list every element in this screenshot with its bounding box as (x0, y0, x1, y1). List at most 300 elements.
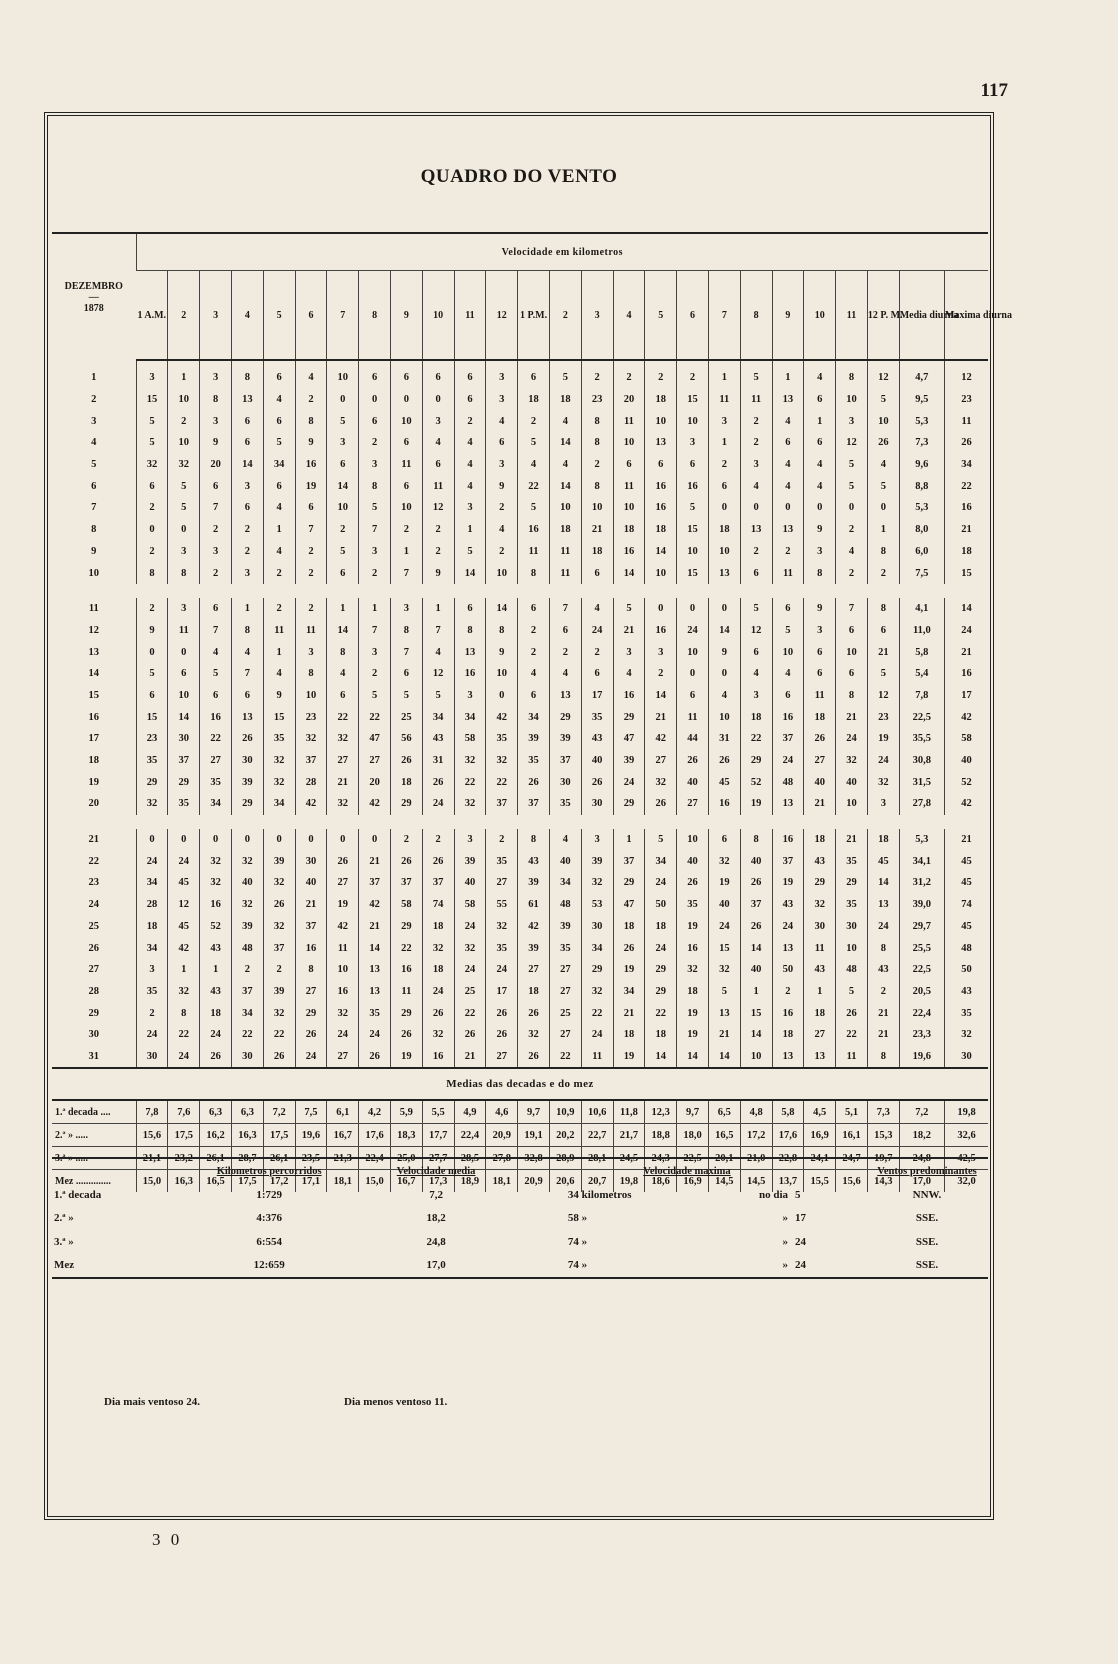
value-cell: 37 (359, 872, 391, 894)
value-cell: 4 (263, 497, 295, 519)
value-cell: 1 (708, 360, 740, 389)
value-cell: 11 (740, 389, 772, 411)
value-cell: 32 (454, 750, 486, 772)
value-cell: 32 (486, 916, 518, 938)
value-cell: 40 (836, 771, 868, 793)
value-cell: 22 (390, 937, 422, 959)
table-row (52, 432, 988, 454)
value-cell: 21 (359, 916, 391, 938)
value-cell: 10 (836, 937, 868, 959)
value-cell: 1 (804, 410, 836, 432)
value-cell: 6 (772, 685, 804, 707)
value-cell: 15 (263, 706, 295, 728)
value-cell: 32 (645, 771, 677, 793)
value-cell: 16 (772, 1002, 804, 1024)
average-value: 24,3 (645, 1147, 677, 1170)
value-cell: 26 (422, 850, 454, 872)
value-cell: 37 (613, 850, 645, 872)
value-cell: 8 (836, 685, 868, 707)
value-cell: 44 (677, 728, 709, 750)
summary-header-media: Velocidade media (396, 1165, 476, 1177)
average-value: 11,8 (613, 1100, 645, 1124)
average-maxima: 32,0 (945, 1170, 989, 1193)
summary-label: 2.ª » (54, 1212, 74, 1225)
value-cell: 3 (677, 432, 709, 454)
table-row (52, 641, 988, 663)
maxima-cell: 17 (945, 685, 989, 707)
value-cell: 32 (422, 937, 454, 959)
value-cell: 3 (168, 598, 200, 620)
value-cell: 35 (136, 981, 168, 1003)
hour-header: 8 (359, 271, 391, 361)
average-value: 28,9 (549, 1147, 581, 1170)
value-cell: 37 (518, 793, 550, 815)
value-cell: 4 (740, 475, 772, 497)
value-cell: 24 (581, 620, 613, 642)
value-cell: 48 (549, 894, 581, 916)
hour-header: 9 (390, 271, 422, 361)
maxima-cell: 45 (945, 916, 989, 938)
value-cell: 31 (708, 728, 740, 750)
maxima-cell: 45 (945, 850, 989, 872)
value-cell: 8 (295, 959, 327, 981)
value-cell: 14 (454, 562, 486, 584)
value-cell: 16 (454, 663, 486, 685)
value-cell: 29 (390, 916, 422, 938)
value-cell: 5 (359, 685, 391, 707)
value-cell: 6 (263, 475, 295, 497)
value-cell: 4 (422, 641, 454, 663)
value-cell: 13 (708, 1002, 740, 1024)
value-cell: 35 (549, 793, 581, 815)
value-cell: 23 (867, 706, 899, 728)
average-label: 2.ª » ..... (52, 1124, 136, 1147)
average-value: 17,7 (422, 1124, 454, 1147)
value-cell: 21 (613, 620, 645, 642)
hour-header: 3 (200, 271, 232, 361)
value-cell: 11 (677, 706, 709, 728)
value-cell: 10 (327, 360, 359, 389)
media-cell: 34,1 (899, 850, 944, 872)
value-cell: 6 (454, 598, 486, 620)
value-cell: 26 (708, 750, 740, 772)
value-cell: 39 (518, 937, 550, 959)
average-value: 21,3 (327, 1147, 359, 1170)
value-cell: 29 (645, 959, 677, 981)
value-cell: 5 (136, 663, 168, 685)
table-row (52, 916, 988, 938)
value-cell: 39 (454, 850, 486, 872)
value-cell: 2 (390, 829, 422, 851)
value-cell: 1 (390, 541, 422, 563)
value-cell: 10 (581, 497, 613, 519)
summary-dia: 5 (795, 1188, 801, 1201)
value-cell: 27 (804, 1024, 836, 1046)
average-value: 15,6 (136, 1124, 168, 1147)
value-cell: 24 (581, 1024, 613, 1046)
average-value: 6,1 (327, 1100, 359, 1124)
maxima-cell: 40 (945, 750, 989, 772)
value-cell: 30 (136, 1046, 168, 1069)
value-cell: 3 (200, 541, 232, 563)
average-value: 21,0 (740, 1147, 772, 1170)
value-cell: 5 (454, 541, 486, 563)
value-cell: 6 (231, 432, 263, 454)
value-cell: 16 (708, 793, 740, 815)
value-cell: 18 (549, 519, 581, 541)
average-row (52, 1100, 988, 1124)
average-value: 19,7 (867, 1147, 899, 1170)
value-cell: 14 (645, 1046, 677, 1069)
value-cell: 9 (708, 641, 740, 663)
value-cell: 26 (836, 1002, 868, 1024)
average-value: 19,6 (295, 1124, 327, 1147)
value-cell: 43 (867, 959, 899, 981)
value-cell: 3 (359, 641, 391, 663)
maxima-cell: 26 (945, 432, 989, 454)
value-cell: 32 (804, 894, 836, 916)
summary-km: 12:659 (174, 1254, 364, 1279)
value-cell: 2 (136, 1002, 168, 1024)
value-cell: 6 (359, 410, 391, 432)
value-cell: 2 (295, 541, 327, 563)
value-cell: 4 (518, 454, 550, 476)
value-cell: 9 (804, 519, 836, 541)
value-cell: 26 (454, 1024, 486, 1046)
table-row (52, 1024, 988, 1046)
average-value: 23,5 (295, 1147, 327, 1170)
hour-header: 7 (708, 271, 740, 361)
value-cell: 6 (518, 360, 550, 389)
value-cell: 3 (645, 641, 677, 663)
value-cell: 2 (836, 519, 868, 541)
value-cell: 13 (772, 937, 804, 959)
value-cell: 0 (422, 389, 454, 411)
dezembro-header (52, 233, 136, 360)
table-row (52, 663, 988, 685)
value-cell: 1 (168, 959, 200, 981)
value-cell: 6 (740, 562, 772, 584)
value-cell: 61 (518, 894, 550, 916)
value-cell: 26 (390, 750, 422, 772)
value-cell: 6 (454, 389, 486, 411)
value-cell: 5 (740, 360, 772, 389)
value-cell: 27 (359, 750, 391, 772)
value-cell: 6 (581, 562, 613, 584)
value-cell: 16 (200, 894, 232, 916)
average-value: 15,5 (804, 1170, 836, 1193)
value-cell: 2 (645, 663, 677, 685)
value-cell: 0 (677, 663, 709, 685)
media-cell: 19,6 (899, 1046, 944, 1069)
maxima-cell: 24 (945, 620, 989, 642)
maxima-cell: 42 (945, 793, 989, 815)
day-cell: 16 (88, 711, 100, 723)
value-cell: 0 (708, 663, 740, 685)
average-value: 17,5 (231, 1170, 263, 1193)
value-cell: 21 (867, 641, 899, 663)
value-cell: 11 (327, 937, 359, 959)
value-cell: 1 (740, 981, 772, 1003)
value-cell: 11 (804, 937, 836, 959)
hour-header: 8 (740, 271, 772, 361)
value-cell: 18 (677, 981, 709, 1003)
value-cell: 21 (454, 1046, 486, 1069)
hour-header: 2 (168, 271, 200, 361)
day-cell: 4 (91, 437, 97, 449)
value-cell: 1 (200, 959, 232, 981)
value-cell: 21 (836, 829, 868, 851)
value-cell: 32 (295, 728, 327, 750)
value-cell: 18 (645, 1024, 677, 1046)
value-cell: 2 (772, 541, 804, 563)
value-cell: 6 (231, 410, 263, 432)
value-cell: 7 (549, 598, 581, 620)
table-row (52, 894, 988, 916)
summary-dia-prefix: » (730, 1254, 794, 1279)
value-cell: 4 (772, 475, 804, 497)
value-cell: 24 (645, 937, 677, 959)
value-cell: 2 (740, 410, 772, 432)
summary-km: 4:376 (256, 1212, 282, 1225)
value-cell: 40 (740, 850, 772, 872)
value-cell: 22 (359, 706, 391, 728)
value-cell: 6 (836, 663, 868, 685)
average-label: Mez .............. (52, 1170, 136, 1193)
value-cell: 14 (327, 475, 359, 497)
value-cell: 6 (836, 620, 868, 642)
table-row (52, 750, 988, 772)
media-cell: 5,4 (899, 663, 944, 685)
value-cell: 32 (518, 1024, 550, 1046)
value-cell: 10 (168, 432, 200, 454)
value-cell: 2 (740, 432, 772, 454)
value-cell: 7 (390, 641, 422, 663)
value-cell: 19 (867, 728, 899, 750)
value-cell: 26 (295, 1024, 327, 1046)
media-cell: 35,5 (899, 728, 944, 750)
value-cell: 10 (613, 497, 645, 519)
value-cell: 8 (327, 641, 359, 663)
value-cell: 26 (422, 1002, 454, 1024)
value-cell: 3 (454, 829, 486, 851)
value-cell: 13 (867, 894, 899, 916)
value-cell: 21 (327, 771, 359, 793)
value-cell: 0 (168, 829, 200, 851)
value-cell: 35 (677, 894, 709, 916)
maxima-cell: 34 (945, 454, 989, 476)
value-cell: 10 (390, 410, 422, 432)
media-cell: 11,0 (899, 620, 944, 642)
value-cell: 2 (677, 360, 709, 389)
value-cell: 16 (645, 497, 677, 519)
day-cell: 29 (88, 1007, 100, 1019)
average-value: 4,8 (740, 1100, 772, 1124)
value-cell: 34 (422, 706, 454, 728)
value-cell: 9 (422, 562, 454, 584)
value-cell: 10 (390, 497, 422, 519)
value-cell: 32 (581, 981, 613, 1003)
value-cell: 29 (168, 771, 200, 793)
value-cell: 27 (804, 750, 836, 772)
value-cell: 1 (359, 598, 391, 620)
media-cell: 8,0 (899, 519, 944, 541)
value-cell: 43 (772, 894, 804, 916)
value-cell: 14 (645, 541, 677, 563)
value-cell: 32 (708, 850, 740, 872)
value-cell: 2 (359, 663, 391, 685)
media-cell: 4,7 (899, 360, 944, 389)
value-cell: 32 (231, 850, 263, 872)
value-cell: 18 (645, 916, 677, 938)
value-cell: 8 (581, 475, 613, 497)
average-value: 17,5 (263, 1124, 295, 1147)
value-cell: 24 (359, 1024, 391, 1046)
value-cell: 8 (518, 829, 550, 851)
value-cell: 3 (581, 829, 613, 851)
value-cell: 19 (740, 793, 772, 815)
average-value: 10,9 (549, 1100, 581, 1124)
value-cell: 13 (804, 1046, 836, 1069)
value-cell: 0 (867, 497, 899, 519)
averages-header-row (52, 1068, 988, 1100)
value-cell: 8 (454, 620, 486, 642)
media-cell: 9,6 (899, 454, 944, 476)
value-cell: 10 (168, 389, 200, 411)
value-cell: 23 (136, 728, 168, 750)
value-cell: 3 (136, 360, 168, 389)
value-cell: 2 (581, 360, 613, 389)
value-cell: 32 (263, 872, 295, 894)
value-cell: 22 (231, 1024, 263, 1046)
summary-dia: 24 (794, 1254, 866, 1279)
value-cell: 3 (200, 410, 232, 432)
value-cell: 21 (359, 850, 391, 872)
value-cell: 12 (867, 360, 899, 389)
value-cell: 39 (231, 771, 263, 793)
maxima-cell: 23 (945, 389, 989, 411)
value-cell: 2 (708, 454, 740, 476)
value-cell: 7 (231, 663, 263, 685)
value-cell: 35 (263, 728, 295, 750)
value-cell: 2 (231, 541, 263, 563)
hour-header: 10 (804, 271, 836, 361)
value-cell: 4 (772, 410, 804, 432)
value-cell: 30 (581, 916, 613, 938)
value-cell: 16 (772, 829, 804, 851)
value-cell: 1 (804, 981, 836, 1003)
value-cell: 4 (549, 454, 581, 476)
value-cell: 19 (677, 916, 709, 938)
value-cell: 10 (677, 410, 709, 432)
average-value: 16,2 (200, 1124, 232, 1147)
table-row (52, 771, 988, 793)
value-cell: 29 (581, 959, 613, 981)
value-cell: 30 (549, 771, 581, 793)
hour-header: 12 (486, 271, 518, 361)
average-value: 18,3 (390, 1124, 422, 1147)
value-cell: 29 (613, 706, 645, 728)
maxima-cell: 12 (945, 360, 989, 389)
value-cell: 0 (772, 497, 804, 519)
value-cell: 35 (486, 728, 518, 750)
value-cell: 1 (708, 432, 740, 454)
value-cell: 2 (168, 410, 200, 432)
value-cell: 22 (486, 771, 518, 793)
value-cell: 4 (804, 454, 836, 476)
value-cell: 13 (359, 981, 391, 1003)
average-value: 6,3 (231, 1100, 263, 1124)
value-cell: 39 (231, 916, 263, 938)
summary-dia: 17 (795, 1212, 806, 1225)
value-cell: 43 (422, 728, 454, 750)
average-value: 20,7 (581, 1170, 613, 1193)
value-cell: 42 (359, 793, 391, 815)
value-cell: 37 (231, 981, 263, 1003)
average-value: 4,2 (359, 1100, 391, 1124)
value-cell: 14 (645, 685, 677, 707)
value-cell: 6 (740, 641, 772, 663)
value-cell: 6 (772, 598, 804, 620)
value-cell: 0 (327, 829, 359, 851)
hour-header: 10 (422, 271, 454, 361)
hour-header: 12 P. M. (867, 271, 899, 361)
average-value: 26,1 (200, 1147, 232, 1170)
summary-dia-prefix: » (782, 1235, 788, 1248)
value-cell: 34 (263, 454, 295, 476)
value-cell: 20 (359, 771, 391, 793)
value-cell: 27 (549, 981, 581, 1003)
average-value: 15,0 (359, 1170, 391, 1193)
value-cell: 21 (708, 1024, 740, 1046)
average-value: 22,4 (454, 1124, 486, 1147)
value-cell: 2 (263, 598, 295, 620)
day-cell: 1 (91, 371, 97, 383)
value-cell: 24 (708, 916, 740, 938)
table-row (52, 793, 988, 815)
summary-max: 74 (567, 1235, 579, 1248)
value-cell: 0 (136, 641, 168, 663)
summary-vento: SSE. (866, 1254, 988, 1279)
value-cell: 27 (677, 793, 709, 815)
value-cell: 6 (327, 562, 359, 584)
value-cell: 21 (836, 706, 868, 728)
average-value: 23,2 (168, 1147, 200, 1170)
value-cell: 1 (613, 829, 645, 851)
value-cell: 21 (867, 1002, 899, 1024)
value-cell: 18 (645, 389, 677, 411)
value-cell: 43 (518, 850, 550, 872)
media-header: Media diurna (899, 271, 944, 361)
value-cell: 0 (708, 497, 740, 519)
summary-unit: » (581, 1235, 588, 1248)
value-cell: 24 (422, 793, 454, 815)
value-cell: 3 (486, 360, 518, 389)
average-value: 20,1 (708, 1147, 740, 1170)
media-cell: 39,0 (899, 894, 944, 916)
value-cell: 1 (422, 598, 454, 620)
average-value: 27,8 (486, 1147, 518, 1170)
value-cell: 3 (836, 410, 868, 432)
value-cell: 55 (486, 894, 518, 916)
value-cell: 11 (390, 454, 422, 476)
value-cell: 4 (263, 663, 295, 685)
value-cell: 32 (327, 728, 359, 750)
value-cell: 58 (454, 728, 486, 750)
summary-km: 1:729 (256, 1188, 282, 1201)
value-cell: 10 (772, 641, 804, 663)
value-cell: 26 (390, 1024, 422, 1046)
